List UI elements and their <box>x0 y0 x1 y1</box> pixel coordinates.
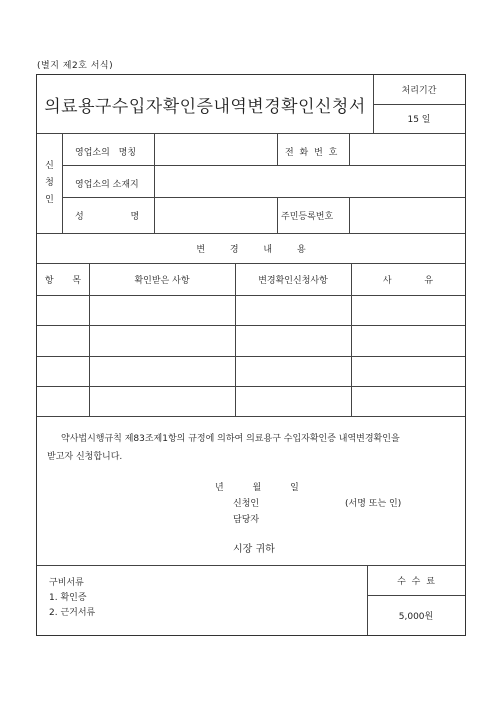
table-row <box>37 356 465 386</box>
table-row <box>37 386 465 416</box>
application-form <box>36 74 466 636</box>
phone-label: 전 화 번 호 <box>285 148 338 158</box>
signature-hint: (서명 또는 인) <box>345 499 402 509</box>
business-name-label: 영업소의 명칭 <box>75 148 137 158</box>
documents-label: 구비서류 <box>49 578 84 588</box>
applicant-label <box>37 133 62 233</box>
statement-line-1: 약사법시행규칙 제83조제1항의 규정에 의하여 의료용구 수입자확인증 내역변경확인을 <box>61 434 400 444</box>
column-confirmed: 확인받은 사항 <box>134 275 190 286</box>
table-row <box>37 325 465 355</box>
name-label: 성 명 <box>75 212 140 222</box>
table-row <box>37 295 465 325</box>
applicant-vertical-text: 신청인 <box>45 160 54 205</box>
statement-line-2: 받고자 신청합니다. <box>47 452 123 462</box>
column-requested-change: 변경확인신청사항 <box>258 275 328 286</box>
resident-number-label: 주민등록번호 <box>281 212 334 222</box>
applicant-signature-label: 신청인 <box>233 499 260 509</box>
date-line: 년 월 일 <box>215 483 299 493</box>
officer-label: 담당자 <box>233 515 260 525</box>
address-label: 영업소의 소재지 <box>75 180 139 190</box>
document-item: 1. 확인증 <box>49 593 87 603</box>
column-reason: 사 유 <box>382 275 434 286</box>
change-heading: 변 경 내 용 <box>196 244 306 255</box>
form-title: 의료용구수입자확인증내역변경확인신청서 <box>44 96 366 117</box>
processing-period-label: 처리기간 <box>401 86 437 96</box>
fee-label: 수 수 료 <box>397 576 435 587</box>
form-label: (별지 제2호 서식) <box>37 61 114 71</box>
fee-value: 5,000원 <box>398 611 434 622</box>
document-item: 2. 근거서류 <box>49 608 96 618</box>
processing-period-value: 15 일 <box>407 115 431 125</box>
column-item: 항 목 <box>44 275 82 286</box>
addressee: 시장 귀하 <box>233 544 275 555</box>
